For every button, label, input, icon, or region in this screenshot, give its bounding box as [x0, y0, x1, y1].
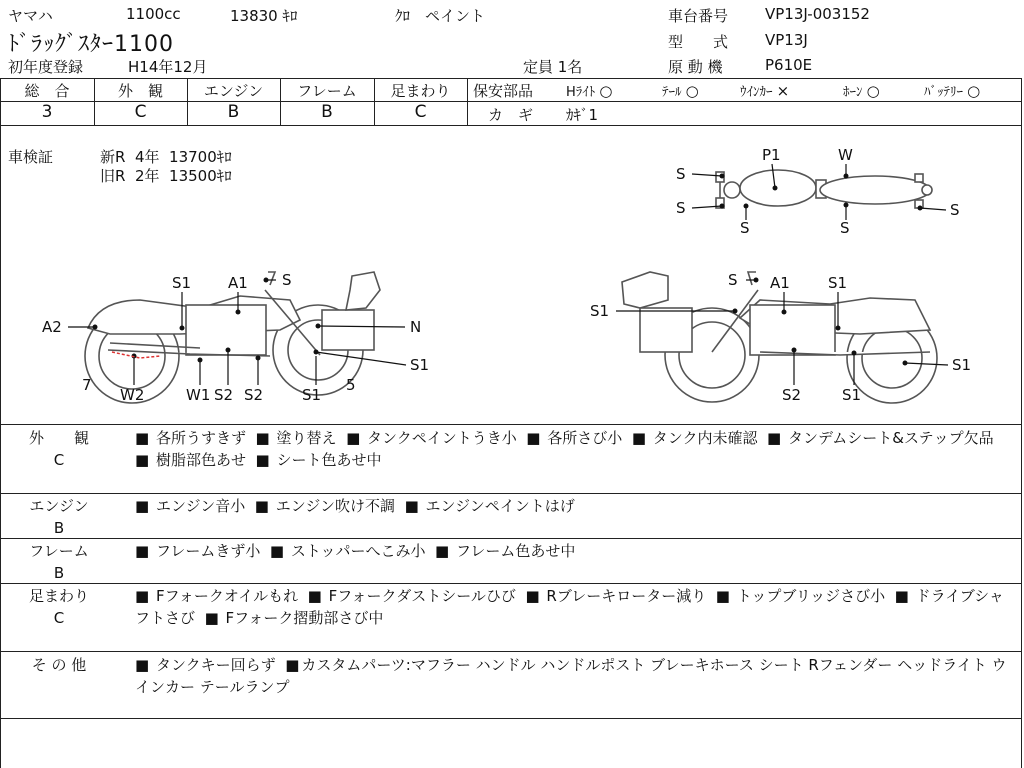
part-taillight: ﾃｰﾙ ○	[662, 82, 699, 100]
grade-value-exterior: C	[134, 102, 147, 122]
inspection-old: 旧R 2年 13500ｷﾛ	[100, 167, 232, 185]
left-label-s1: S1	[302, 386, 322, 404]
battery-ok-mark: ○	[967, 82, 981, 100]
divider	[467, 78, 468, 125]
right-label-s1: S1	[828, 274, 848, 292]
left-label-s: S	[282, 271, 292, 289]
section-suspension-notes: ■ Fフォークオイルもれ ■ Fフォークダストシールひび ■ Rブレーキローター減り ■ トップブリッジさび小 ■ ドライブシャフトさび ■ Fフォーク摺動部さび中	[135, 587, 1004, 627]
frame-number-label: 車台番号	[668, 7, 729, 25]
left-label-a2: A2	[42, 318, 62, 336]
part-horn: ﾎｰﾝ ○	[843, 82, 880, 100]
grade-header-suspension: 足まわり	[390, 82, 451, 100]
engine-model-value: P610E	[765, 56, 813, 74]
grade-header-exterior: 外 観	[117, 82, 163, 100]
section-exterior-notes: ■ 各所うすきず ■ 塗り替え ■ タンクペイントうき小 ■ 各所さび小 ■ タンク内未確認 ■ タンデムシート&ステップ欠品 ■ 樹脂部色あせ ■ シート色あせ中	[135, 429, 994, 469]
grade-header-engine: エンジン	[203, 82, 264, 100]
divider	[0, 651, 1022, 652]
left-label-s2: S2	[244, 386, 264, 404]
bullet: ■	[285, 656, 300, 674]
left-label-s2: S2	[214, 386, 234, 404]
model-name: ﾄﾞﾗｯｸﾞｽﾀｰ1100	[8, 32, 174, 57]
right-label-s1: S1	[842, 386, 862, 404]
right-label-s: S	[728, 271, 738, 289]
winker-ng-mark: ×	[776, 82, 790, 100]
right-label-a1: A1	[770, 274, 790, 292]
grade-value-engine: B	[227, 102, 240, 122]
body-color: ｸﾛ ペイント	[395, 7, 486, 25]
left-label-s1: S1	[172, 274, 192, 292]
engine-model-label: 原 動 機	[668, 58, 723, 76]
safety-parts-label: 保安部品	[473, 82, 534, 100]
first-registration-label: 初年度登録	[8, 58, 84, 76]
left-label-s1: S1	[410, 356, 430, 374]
bullet: ■	[255, 451, 270, 469]
bullet: ■	[135, 587, 150, 605]
bullet: ■	[269, 542, 285, 560]
capacity: 定員 1名	[523, 58, 583, 76]
type-value: VP13J	[765, 31, 808, 49]
bullet: ■	[767, 429, 782, 447]
section-frame-notes: ■ フレームきず小 ■ ストッパーへこみ小 ■ フレーム色あせ中	[135, 542, 576, 560]
frame-number-value: VP13J-003152	[765, 5, 870, 23]
inspection-new: 新R 4年 13700ｷﾛ	[100, 148, 232, 166]
bullet: ■	[346, 429, 361, 447]
bullet: ■	[525, 587, 540, 605]
bullet: ■	[135, 497, 150, 515]
damage-diagram	[0, 126, 1022, 424]
grade-header-overall: 総 合	[24, 82, 70, 100]
top-label-p1: P1	[762, 146, 781, 164]
top-label-s: S	[740, 219, 750, 237]
divider	[0, 583, 1022, 584]
bullet: ■	[526, 429, 541, 447]
top-label-s: S	[950, 201, 960, 219]
bullet: ■	[404, 497, 419, 515]
grade-value-overall: 3	[41, 102, 53, 122]
bullet: ■	[135, 451, 150, 469]
section-other-label: そ の 他	[31, 656, 87, 674]
bullet: ■	[715, 587, 730, 605]
top-label-s: S	[840, 219, 850, 237]
bullet: ■	[204, 609, 219, 627]
section-exterior-label: 外 観 C	[28, 429, 89, 469]
divider	[0, 424, 1022, 425]
divider	[0, 493, 1022, 494]
section-suspension-label: 足まわり C	[28, 587, 89, 627]
left-label-n: N	[410, 318, 422, 336]
divider	[0, 718, 1022, 719]
bullet: ■	[135, 656, 150, 674]
bullet: ■	[254, 497, 269, 515]
displacement: 1100cc	[126, 5, 181, 23]
grade-header-frame: フレーム	[297, 82, 357, 100]
bullet: ■	[135, 429, 150, 447]
left-label-7: 7	[82, 376, 92, 394]
horn-ok-mark: ○	[866, 82, 880, 100]
divider	[0, 538, 1022, 539]
right-label-s1: S1	[590, 302, 610, 320]
part-winker: ｳｲﾝｶｰ ×	[740, 82, 790, 100]
divider	[0, 78, 1022, 79]
maker: ヤマハ	[8, 7, 53, 25]
section-engine-label: エンジン B	[29, 497, 89, 537]
bullet: ■	[255, 429, 270, 447]
mileage: 13830 ｷﾛ	[230, 7, 298, 25]
left-label-w2: W2	[120, 386, 145, 404]
grade-value-frame: B	[321, 102, 333, 122]
grade-value-suspension: C	[414, 102, 427, 122]
inspection-label: 車検証	[8, 148, 54, 166]
section-frame-label: フレーム B	[29, 542, 89, 582]
section-engine-notes: ■ エンジン音小 ■ エンジン吹け不調 ■ エンジンペイントはげ	[135, 497, 575, 515]
bullet: ■	[435, 542, 450, 560]
top-label-s: S	[676, 199, 686, 217]
type-label: 型 式	[668, 33, 729, 51]
left-label-5: 5	[346, 376, 356, 394]
top-view-bike	[716, 170, 932, 208]
top-label-w: W	[838, 146, 853, 164]
right-label-s1: S1	[952, 356, 972, 374]
key-value: ｶｷﾞ1	[566, 106, 599, 124]
first-registration-value: H14年12月	[128, 58, 208, 76]
bullet: ■	[894, 587, 909, 605]
left-label-w1: W1	[186, 386, 211, 404]
bullet: ■	[135, 542, 150, 560]
taillight-ok-mark: ○	[685, 82, 699, 100]
key-label: カ ギ	[488, 106, 534, 124]
part-battery: ﾊﾞｯﾃﾘｰ ○	[924, 82, 981, 100]
part-headlight: Hﾗｲﾄ ○	[566, 82, 613, 100]
left-label-a1: A1	[228, 274, 248, 292]
bullet: ■	[631, 429, 646, 447]
section-other-notes: ■ タンクキー回らず ■ カスタムパーツ:マフラー ハンドル ハンドルポスト ブレーキホース シート Rフェンダー ヘッドライト ウインカー テールランプ	[135, 656, 1007, 696]
bullet: ■	[307, 587, 322, 605]
right-label-s2: S2	[782, 386, 802, 404]
top-label-s: S	[676, 165, 686, 183]
headlight-ok-mark: ○	[599, 82, 613, 100]
